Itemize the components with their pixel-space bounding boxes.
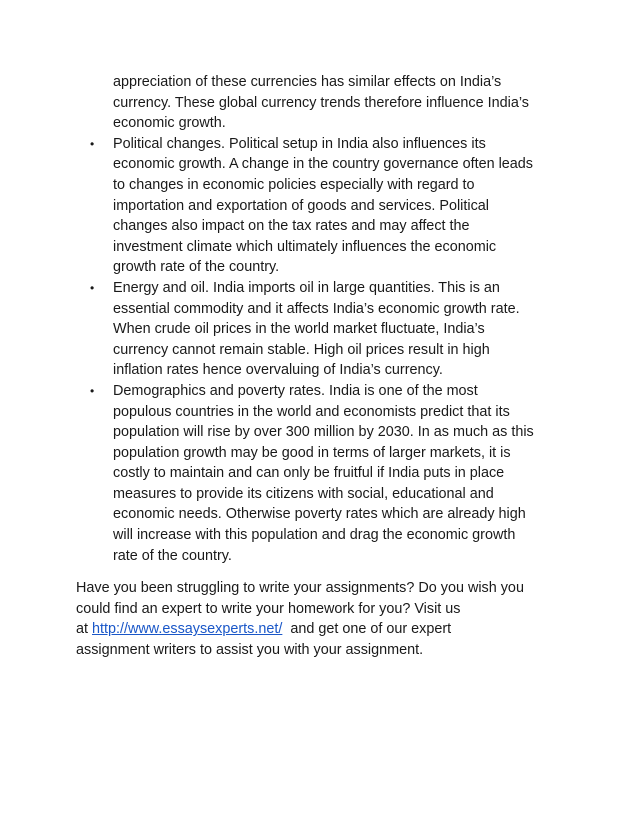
text-line: importation and exportation of goods and services. Political [113, 197, 489, 214]
text-line: could find an expert to write your homework for you? Visit us [76, 600, 461, 617]
text-line [76, 278, 576, 299]
bullet-text: Demographics and poverty rates. India is one of the most [113, 382, 478, 399]
text-line: measures to provide its citizens with social, educational and [113, 485, 494, 502]
bullet-icon: • [90, 383, 95, 398]
text-line: currency cannot remain stable. High oil prices result in high [113, 341, 490, 358]
text-line [76, 381, 576, 402]
bullet-text: Energy and oil. India imports oil in large quantities. This is an [113, 279, 500, 296]
text-line: rate of the country. [113, 547, 232, 564]
bullet-icon: • [90, 280, 95, 295]
text-line: changes also impact on the tax rates and may affect the [113, 218, 470, 235]
text-line: to changes in economic policies especially with regard to [113, 176, 475, 193]
bullet-text: Political changes. Political setup in India also influences its [113, 135, 486, 152]
closing-paragraph [76, 578, 576, 660]
link-prefix-text: at [76, 621, 92, 638]
text-line: population will rise by over 300 million by 2030. In as much as this [113, 424, 534, 441]
bullet-item-demographics [76, 381, 576, 566]
text-line: essential commodity and it affects India’s economic growth rate. [113, 300, 520, 317]
text-line: Have you been struggling to write your assignments? Do you wish you [76, 580, 524, 597]
text-line: assignment writers to assist you with your assignment. [76, 642, 424, 659]
text-line: will increase with this population and drag the economic growth [113, 527, 516, 544]
text-line [76, 134, 576, 155]
essaysexperts-link[interactable]: http://www.essaysexperts.net/ [92, 621, 283, 638]
continuation-paragraph [76, 72, 576, 134]
text-line: growth rate of the country. [113, 259, 280, 276]
link-suffix-text: and get one of our expert [282, 621, 452, 638]
text-line: economic growth. [113, 115, 226, 132]
text-line: appreciation of these currencies has similar effects on India’s [113, 74, 502, 90]
text-line: When crude oil prices in the world market fluctuate, India’s [113, 321, 485, 338]
text-line: inflation rates hence overvaluing of India’s currency. [113, 362, 443, 379]
text-line [76, 619, 576, 640]
text-line: currency. These global currency trends therefore influence India’s [113, 94, 529, 111]
text-line: economic needs. Otherwise poverty rates which are already high [113, 506, 526, 523]
text-line: economic growth. A change in the country governance often leads [113, 156, 533, 173]
bullet-item-energy-and-oil [76, 278, 576, 381]
text-line: costly to maintain and can only be fruitful if India puts in place [113, 465, 505, 482]
text-line: population growth may be good in terms of larger markets, it is [113, 444, 511, 461]
text-line: populous countries in the world and economists predict that its [113, 403, 510, 420]
text-line: investment climate which ultimately influences the economic [113, 238, 497, 255]
document-body [76, 72, 576, 661]
bullet-item-political-changes [76, 134, 576, 278]
bullet-icon: • [90, 136, 95, 151]
